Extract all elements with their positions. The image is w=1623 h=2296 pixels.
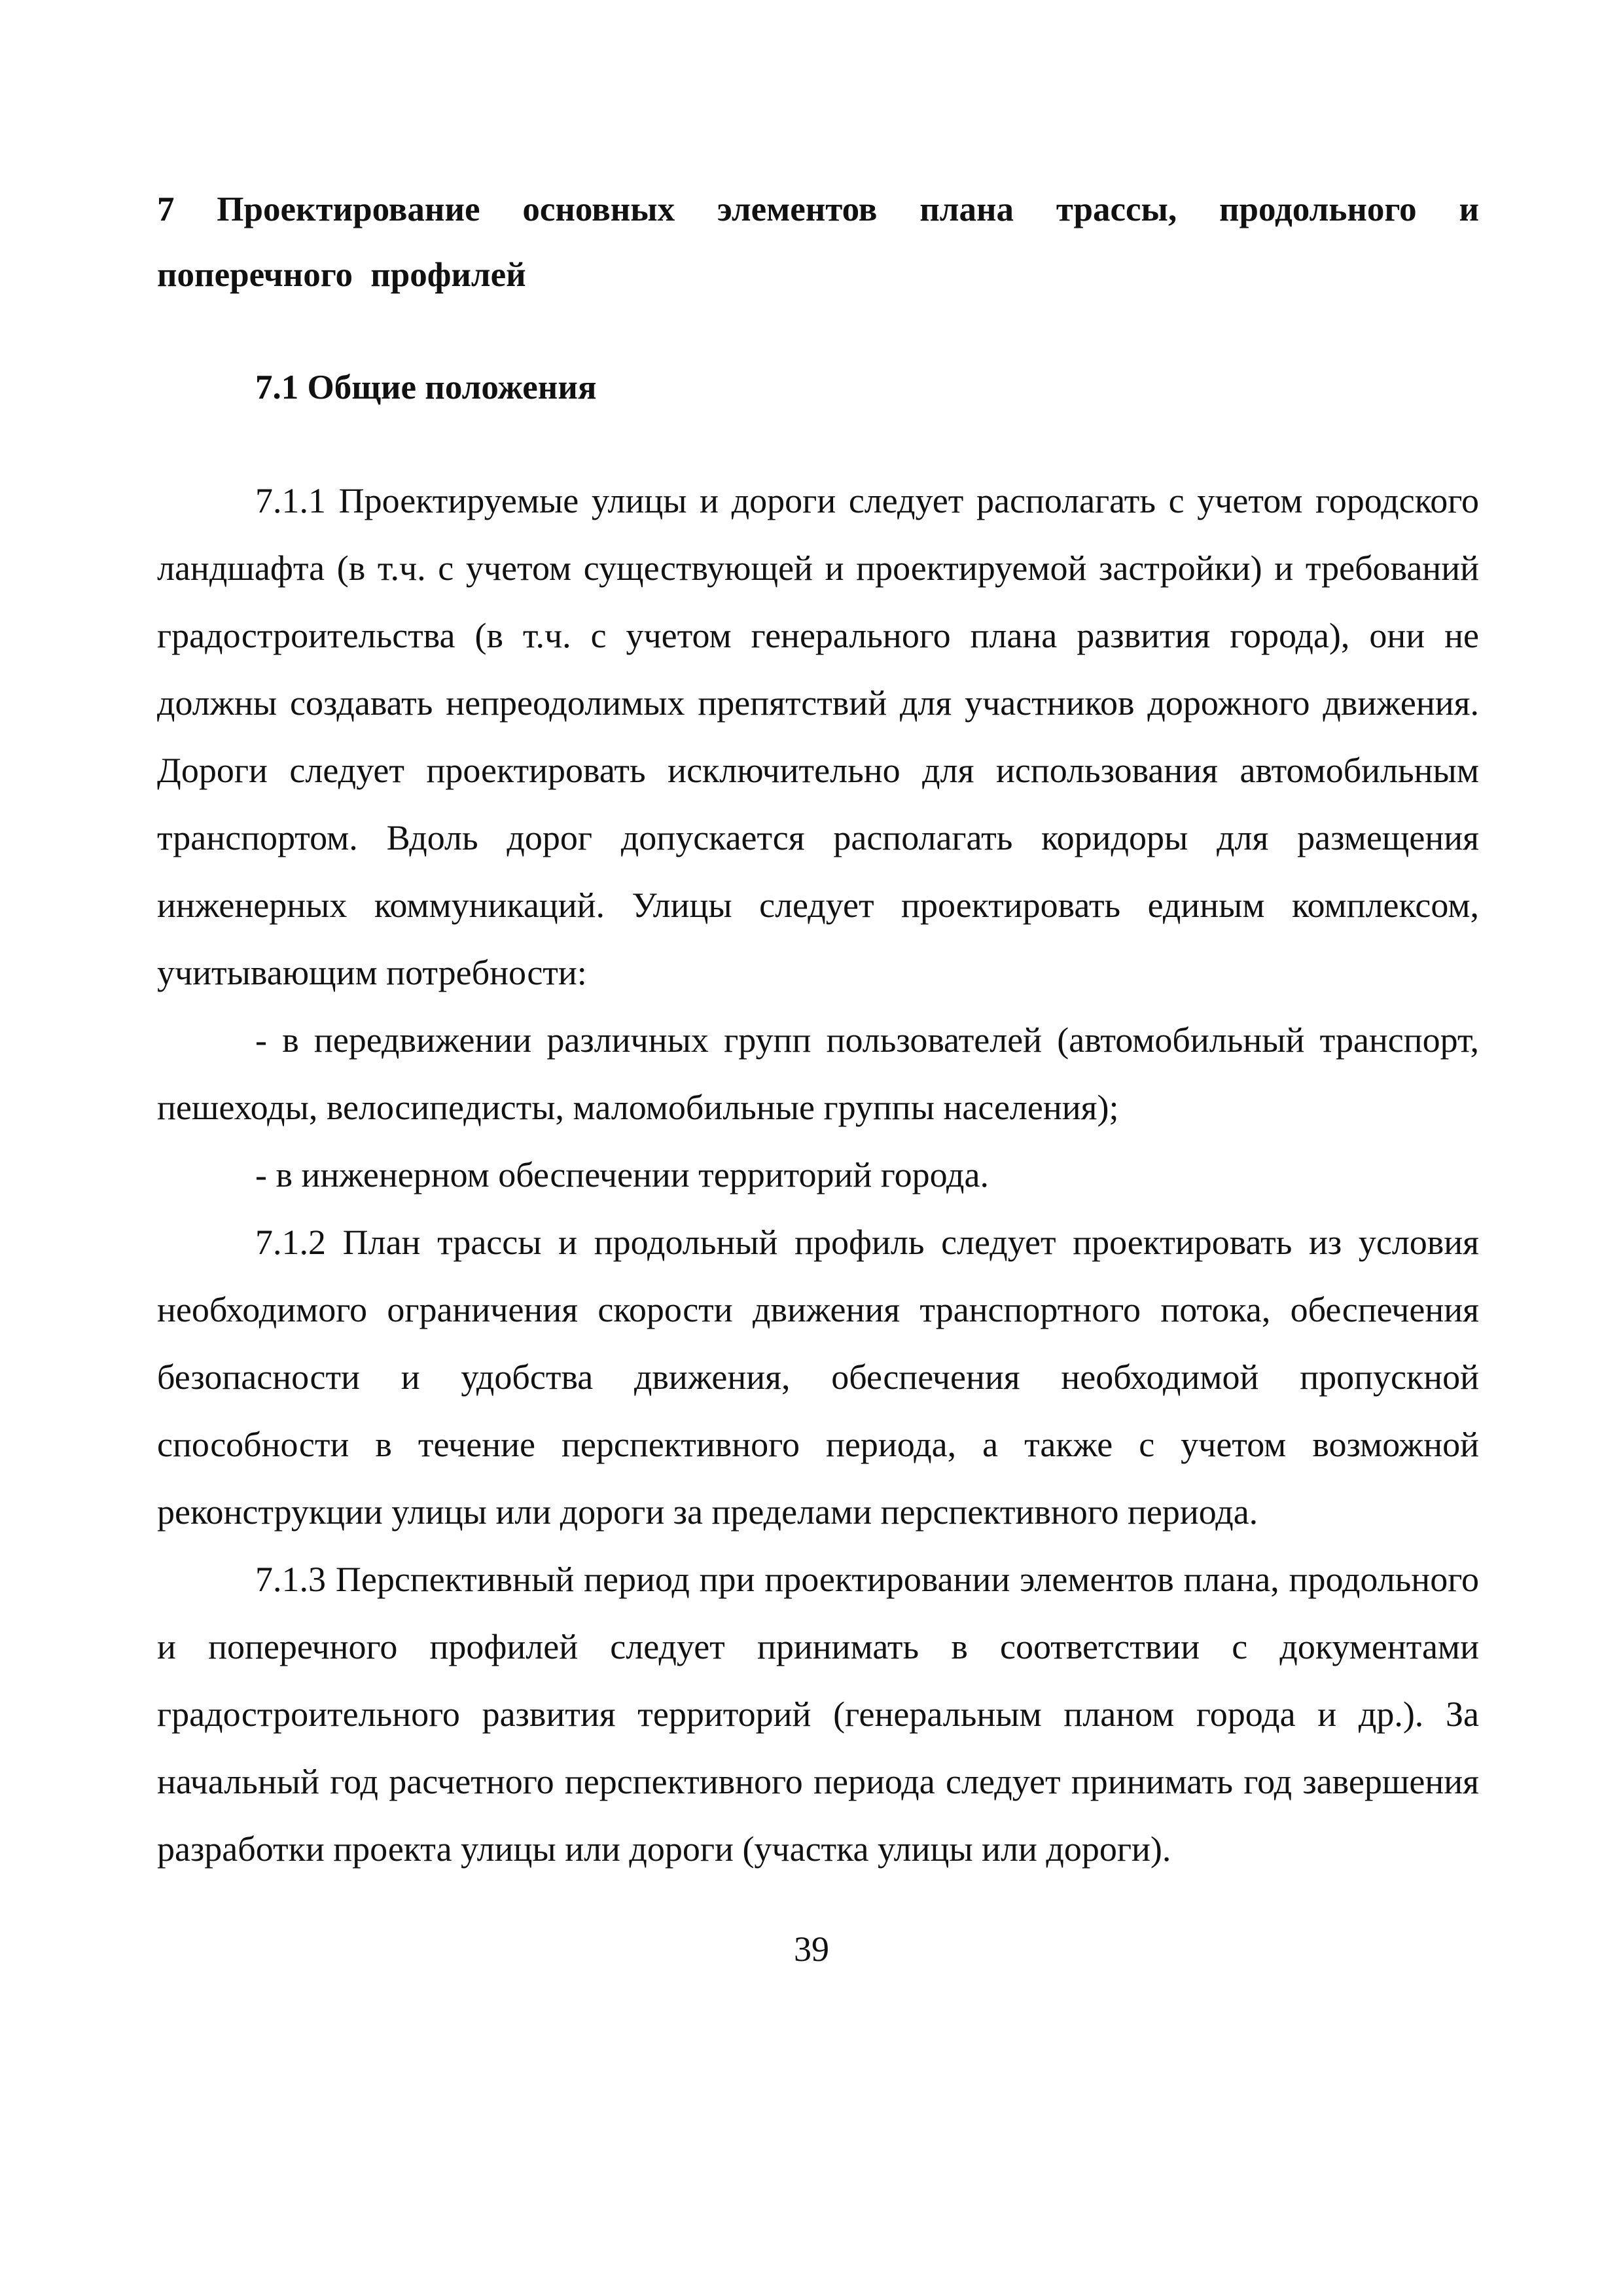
list-item: - в инженерном обеспечении территорий города.	[255, 1155, 989, 1194]
section-title: 7.1 Общие положения	[255, 368, 597, 406]
paragraph-7-1-1: 7.1.1 Проектируемые улицы и дороги следует располагать с учетом городского ландшафта (в т.ч. с учетом существующей и проектируемой застройки) и требований градостроительства (в т.ч. с учетом генерального плана развития города), они не должны создавать непреодолимых препятствий для участников дорожного движения. Дороги следует проектировать исключительно для использования автомобильным транспортом. Вдоль дорог допускается располагать коридоры для размещения инженерных коммуникаций. Улицы следует проектировать единым комплексом, учитывающим потребности:	[157, 481, 1479, 992]
page-number: 39	[794, 1929, 829, 1969]
paragraph-7-1-2: 7.1.2 План трассы и продольный профиль следует проектировать из условия необходимого ограничения скорости движения транспортного потока, обеспечения безопасности и удобства движения, обеспечения необходимой пропускной способности в течение перспективного периода, а также с учетом возможной реконструкции улицы или дороги за пределами перспективного периода.	[157, 1223, 1479, 1532]
paragraph-7-1-3: 7.1.3 Перспективный период при проектировании элементов плана, продольного и поперечного профилей следует принимать в соответствии с документами градостроительного развития территорий (генеральным планом города и др.). За начальный год расчетного перспективного периода следует принимать год завершения разработки проекта улицы или дороги (участка улицы или дороги).	[157, 1560, 1479, 1869]
document-page	[157, 177, 1479, 1883]
chapter-title: 7 Проектирование основных элементов плана трассы, продольного и поперечного профилей	[157, 190, 1479, 294]
list-item: - в передвижении различных групп пользователей (автомобильный транспорт, пешеходы, велосипедисты, маломобильные группы населения);	[157, 1020, 1479, 1127]
